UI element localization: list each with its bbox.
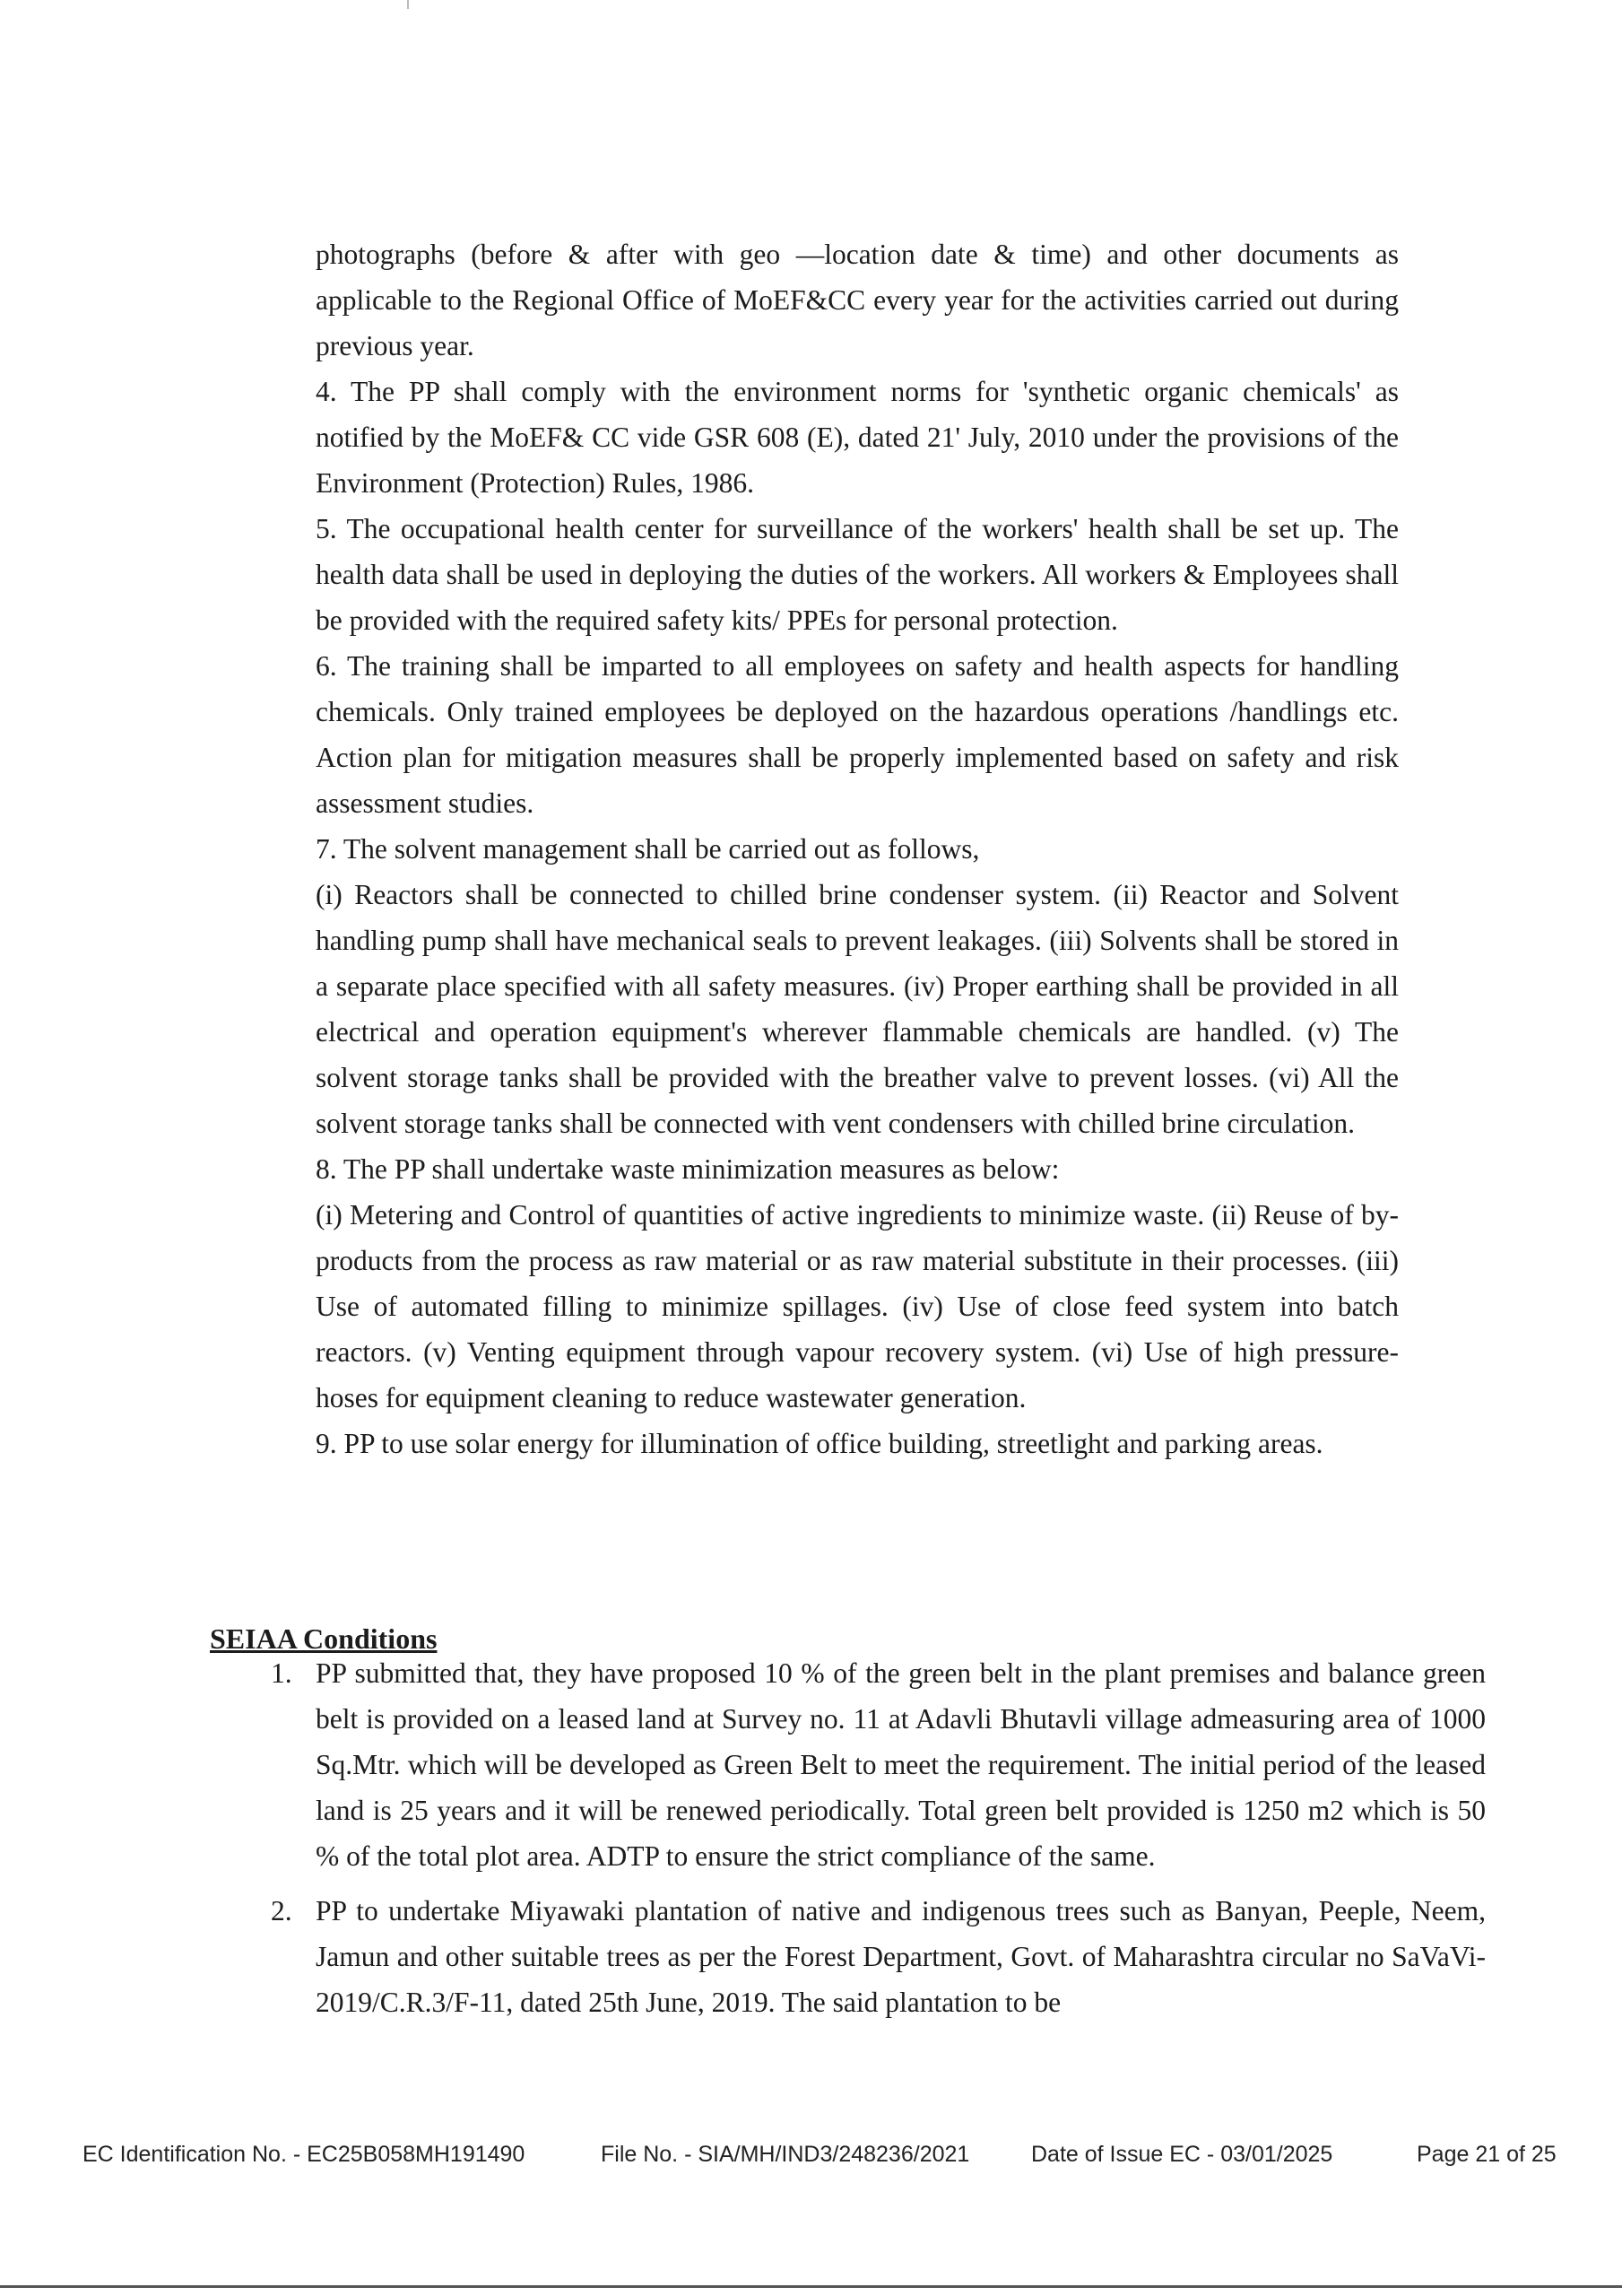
- paragraph-condition-9: 9. PP to use solar energy for illumination of office building, streetlight and parking areas.: [316, 1428, 1323, 1459]
- paragraph-waste-minimization: (i) Metering and Control of quantities of active ingredients to minimize waste. (ii) Reuse of by-products from the process as raw material or as raw material substitute in their processes. (iii) Use of automated filling to minimize spillages. (iv) Use of close feed system into batch reactors. (v) Venting equipment through vapour recovery system. (vi) Use of high pressure-hoses for equipment cleaning to reduce wastewater generation.: [316, 1199, 1399, 1413]
- paragraph-continued: photographs (before & after with geo —location date & time) and other documents as applicable to the Regional Office of MoEF&CC every year for the activities carried out during previous year.: [316, 239, 1399, 361]
- list-item-number: 2.: [271, 1895, 292, 1926]
- bottom-rule: [0, 2285, 1622, 2288]
- paragraph-condition-5: 5. The occupational health center for surveillance of the workers' health shall be set up. The health data shall be used in deploying the duties of the workers. All workers & Employees shall be provided with the required safety kits/ PPEs for personal protection.: [316, 513, 1399, 636]
- conditions-body: [316, 231, 1399, 1466]
- file-number: File No. - SIA/MH/IND3/248236/2021: [601, 2142, 970, 2167]
- paragraph-solvent-management: (i) Reactors shall be connected to chilled brine condenser system. (ii) Reactor and Solvent handling pump shall have mechanical seals to prevent leakages. (iii) Solvents shall be stored in a separate place specified with all safety measures. (iv) Proper earthing shall be provided in all electrical and operation equipment's wherever flammable chemicals are handled. (v) The solvent storage tanks shall be provided with the breather valve to prevent losses. (vi) All the solvent storage tanks shall be connected with vent condensers with chilled brine circulation.: [316, 879, 1399, 1139]
- list-item: [271, 1888, 1486, 2025]
- scan-mark: [407, 0, 409, 9]
- ec-identification: EC Identification No. - EC25B058MH191490: [82, 2142, 525, 2167]
- paragraph-condition-8: 8. The PP shall undertake waste minimization measures as below:: [316, 1153, 1060, 1185]
- section-heading: SEIAA Conditions: [210, 1622, 438, 1655]
- date-of-issue: Date of Issue EC - 03/01/2025: [1031, 2142, 1333, 2167]
- list-item-text: PP submitted that, they have proposed 10 % of the green belt in the plant premises and balance green belt is provided on a leased land at Survey no. 11 at Adavli Bhutavli village admeasuring area of 1000 Sq.Mtr. which will be developed as Green Belt to meet the requirement. The initial period of the leased land is 25 years and it will be renewed periodically. Total green belt provided is 1250 m2 which is 50 % of the total plot area. ADTP to ensure the strict compliance of the same.: [316, 1657, 1486, 1872]
- list-item: [271, 1650, 1486, 1879]
- paragraph-condition-4: 4. The PP shall comply with the environment norms for 'synthetic organic chemicals' as notified by the MoEF& CC vide GSR 608 (E), dated 21' July, 2010 under the provisions of the Environment (Protection) Rules, 1986.: [316, 376, 1399, 499]
- seiaa-conditions-list: [271, 1650, 1486, 2025]
- list-item-text: PP to undertake Miyawaki plantation of native and indigenous trees such as Banyan, Peeple, Neem, Jamun and other suitable trees as per the Forest Department, Govt. of Maharashtra circular no SaVaVi-2019/C.R.3/F-11, dated 25th June, 2019. The said plantation to be: [316, 1895, 1486, 2018]
- paragraph-condition-7: 7. The solvent management shall be carried out as follows,: [316, 833, 980, 865]
- paragraph-condition-6: 6. The training shall be imparted to all employees on safety and health aspects for handling chemicals. Only trained employees be deployed on the hazardous operations /handlings etc. Action plan for mitigation measures shall be properly implemented based on safety and risk assessment studies.: [316, 650, 1399, 819]
- list-item-number: 1.: [271, 1657, 292, 1689]
- page-number: Page 21 of 25: [1417, 2142, 1557, 2167]
